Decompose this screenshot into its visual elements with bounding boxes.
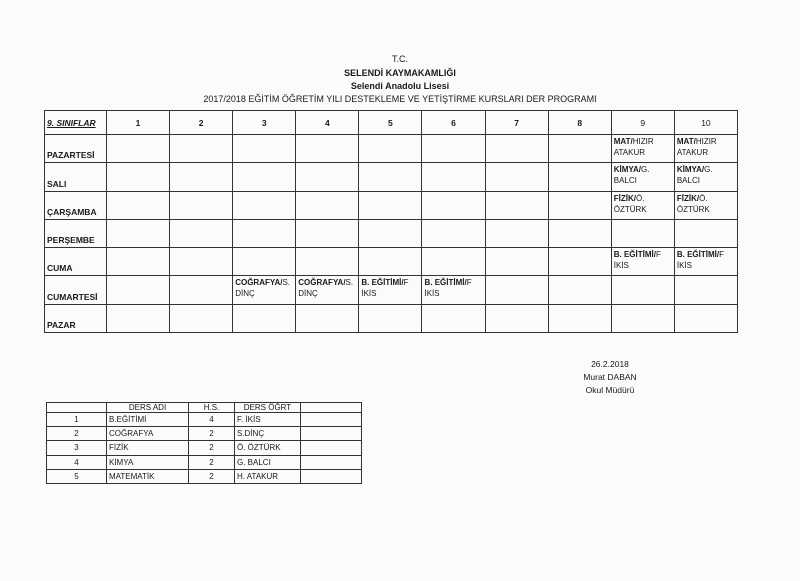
schedule-cell: [170, 248, 233, 276]
schedule-row: [45, 219, 738, 247]
schedule-row: [45, 191, 738, 219]
header-tc: T.C.: [391, 54, 408, 64]
cell-teacher: G. BALCI: [676, 165, 713, 186]
schedule-cell: [485, 304, 548, 332]
schedule-cell: [296, 248, 359, 276]
signature-date: 26.2.2018: [591, 359, 629, 369]
schedule-cell: [548, 163, 611, 191]
legend-no: 1: [47, 413, 107, 427]
legend-course: KİMYA: [107, 455, 189, 469]
period-header: 1: [107, 111, 170, 135]
schedule-cell: [296, 191, 359, 219]
schedule-cell: [674, 191, 737, 219]
cell-teacher: S. DİNÇ: [235, 278, 291, 299]
schedule-cell: [359, 248, 422, 276]
cell-subject: COĞRAFYA/: [235, 278, 283, 288]
legend-teacher: G. BALCI: [235, 455, 301, 469]
legend-empty: [301, 427, 362, 441]
schedule-cell: [296, 276, 359, 304]
signature-title: Okul Müdürü: [585, 385, 635, 395]
schedule-cell: [170, 135, 233, 163]
schedule-cell: [548, 304, 611, 332]
schedule-cell: [233, 135, 296, 163]
schedule-row: [45, 304, 738, 332]
schedule-cell: [359, 163, 422, 191]
cell-subject: FİZİK/: [613, 193, 636, 203]
period-header: 3: [233, 111, 296, 135]
schedule-cell: [674, 219, 737, 247]
legend-teacher: Ö. ÖZTÜRK: [235, 441, 301, 455]
legend-hours: 2: [189, 441, 235, 455]
schedule-cell: [107, 191, 170, 219]
header-school: Selendi Anadolu Lisesi: [350, 81, 450, 91]
schedule-cell: [422, 163, 485, 191]
schedule-cell: [674, 163, 737, 191]
schedule-cell: [611, 135, 674, 163]
legend-no: 3: [47, 441, 107, 455]
day-label: SALI: [45, 163, 107, 191]
cell-subject: KİMYA/: [676, 165, 705, 175]
day-label: ÇARŞAMBA: [45, 191, 107, 219]
legend-hours: 4: [189, 413, 235, 427]
schedule-cell: [611, 304, 674, 332]
cell-teacher: F İKİS: [676, 250, 724, 271]
legend-course: FİZİK: [107, 441, 189, 455]
schedule-cell: [422, 191, 485, 219]
schedule-cell: [548, 135, 611, 163]
schedule-cell: [296, 304, 359, 332]
cell-subject: MAT/: [676, 137, 696, 146]
legend-header: DERS ÖĞRT: [235, 403, 301, 413]
schedule-cell: [233, 276, 296, 304]
period-header: 9: [611, 111, 674, 135]
legend-course: B.EĞİTİMİ: [107, 413, 189, 427]
schedule-cell: [170, 163, 233, 191]
period-header: 10: [674, 111, 737, 135]
cell-teacher: F İKİS: [424, 278, 472, 299]
legend-row: [47, 469, 362, 483]
schedule-cell: [485, 219, 548, 247]
day-label: CUMA: [45, 248, 107, 276]
schedule-cell: [674, 304, 737, 332]
legend-row: [47, 441, 362, 455]
schedule-cell: [548, 248, 611, 276]
header-kaymakamlik: SELENDİ KAYMAKAMLIĞI: [344, 68, 456, 78]
cell-subject: B. EĞİTİMİ/: [361, 278, 404, 288]
cell-subject: B. EĞİTİMİ/: [676, 250, 720, 260]
cell-subject: KİMYA/: [613, 165, 642, 175]
day-label: PAZARTESİ: [45, 135, 107, 163]
schedule-cell: [485, 135, 548, 163]
legend-hours: 2: [189, 455, 235, 469]
schedule-cell: [611, 276, 674, 304]
legend-hours: 2: [189, 427, 235, 441]
schedule-row: [45, 135, 738, 163]
schedule-cell: [422, 304, 485, 332]
legend-empty: [301, 441, 362, 455]
cell-teacher: F İKİS: [613, 250, 661, 271]
schedule-cell: [233, 163, 296, 191]
schedule-cell: [107, 135, 170, 163]
schedule-row: [45, 163, 738, 191]
schedule-cell: [611, 191, 674, 219]
day-label: PERŞEMBE: [45, 219, 107, 247]
cell-subject: B. EĞİTİMİ/: [613, 250, 656, 260]
schedule-cell: [359, 219, 422, 247]
schedule-cell: [422, 276, 485, 304]
schedule-cell: [233, 248, 296, 276]
schedule-cell: [359, 304, 422, 332]
schedule-cell: [548, 191, 611, 219]
cell-subject: B. EĞİTİMİ/: [424, 278, 467, 288]
schedule-cell: [674, 276, 737, 304]
schedule-cell: [422, 219, 485, 247]
legend-no: 5: [47, 469, 107, 483]
legend-course: COĞRAFYA: [107, 427, 189, 441]
period-header: 5: [359, 111, 422, 135]
cell-teacher: F İKİS: [361, 278, 409, 299]
schedule-cell: [548, 219, 611, 247]
cell-subject: COĞRAFYA/: [298, 278, 346, 288]
schedule-cell: [422, 135, 485, 163]
schedule-cell: [674, 135, 737, 163]
cell-subject: FİZİK/: [676, 193, 700, 203]
legend-header-row: [47, 403, 362, 413]
schedule-cell: [359, 135, 422, 163]
legend-no: 2: [47, 427, 107, 441]
day-label: PAZAR: [45, 304, 107, 332]
schedule-row: [45, 276, 738, 304]
schedule-table: [44, 110, 738, 333]
legend-teacher: F. İKİS: [235, 413, 301, 427]
schedule-cell: [485, 191, 548, 219]
schedule-cell: [233, 219, 296, 247]
legend-hours: 2: [189, 469, 235, 483]
schedule-cell: [107, 248, 170, 276]
legend-header: [47, 403, 107, 413]
schedule-cell: [485, 248, 548, 276]
legend-empty: [301, 413, 362, 427]
schedule-cell: [296, 163, 359, 191]
schedule-cell: [485, 163, 548, 191]
schedule-cell: [170, 304, 233, 332]
schedule-cell: [359, 191, 422, 219]
schedule-cell: [107, 163, 170, 191]
schedule-cell: [359, 276, 422, 304]
schedule-cell: [107, 304, 170, 332]
legend-row: [47, 455, 362, 469]
legend-no: 4: [47, 455, 107, 469]
schedule-cell: [611, 248, 674, 276]
schedule-cell: [548, 276, 611, 304]
legend-course: MATEMATİK: [107, 469, 189, 483]
legend-row: [47, 427, 362, 441]
schedule-header-row: [45, 111, 738, 135]
day-label: CUMARTESİ: [45, 276, 107, 304]
schedule-cell: [296, 219, 359, 247]
legend-header: DERS ADI: [107, 403, 189, 413]
schedule-cell: [611, 219, 674, 247]
schedule-cell: [233, 304, 296, 332]
cell-teacher: HIZIR ATAKUR: [676, 137, 717, 157]
schedule-cell: [170, 276, 233, 304]
schedule-cell: [422, 248, 485, 276]
cell-teacher: S. DİNÇ: [298, 278, 354, 299]
course-legend-table: [46, 402, 362, 484]
cell-teacher: HIZIR ATAKUR: [613, 137, 654, 157]
legend-header: [301, 403, 362, 413]
schedule-row: [45, 248, 738, 276]
period-header: 6: [422, 111, 485, 135]
schedule-cell: [170, 219, 233, 247]
period-header: 7: [485, 111, 548, 135]
cell-teacher: G. BALCI: [613, 165, 650, 186]
legend-row: [47, 413, 362, 427]
cell-teacher: Ö. ÖZTÜRK: [613, 193, 647, 214]
schedule-cell: [611, 163, 674, 191]
period-header: 8: [548, 111, 611, 135]
schedule-cell: [107, 219, 170, 247]
schedule-cell: [485, 276, 548, 304]
legend-empty: [301, 469, 362, 483]
page-title: 2017/2018 EĞİTİM ÖĞRETİM YILI DESTEKLEME VE YETİŞTİRME KURSLARI DER PROGRAMI: [203, 94, 597, 104]
legend-empty: [301, 455, 362, 469]
class-label: 9. SINIFLAR: [45, 111, 107, 135]
schedule-cell: [296, 135, 359, 163]
period-header: 4: [296, 111, 359, 135]
schedule-cell: [674, 248, 737, 276]
legend-teacher: H. ATAKUR: [235, 469, 301, 483]
signature-name: Murat DABAN: [583, 372, 637, 382]
cell-subject: MAT/: [613, 137, 633, 146]
period-header: 2: [170, 111, 233, 135]
cell-teacher: Ö. ÖZTÜRK: [676, 193, 710, 214]
legend-teacher: S.DİNÇ: [235, 427, 301, 441]
legend-header: H.S.: [189, 403, 235, 413]
schedule-cell: [233, 191, 296, 219]
schedule-cell: [170, 191, 233, 219]
schedule-cell: [107, 276, 170, 304]
